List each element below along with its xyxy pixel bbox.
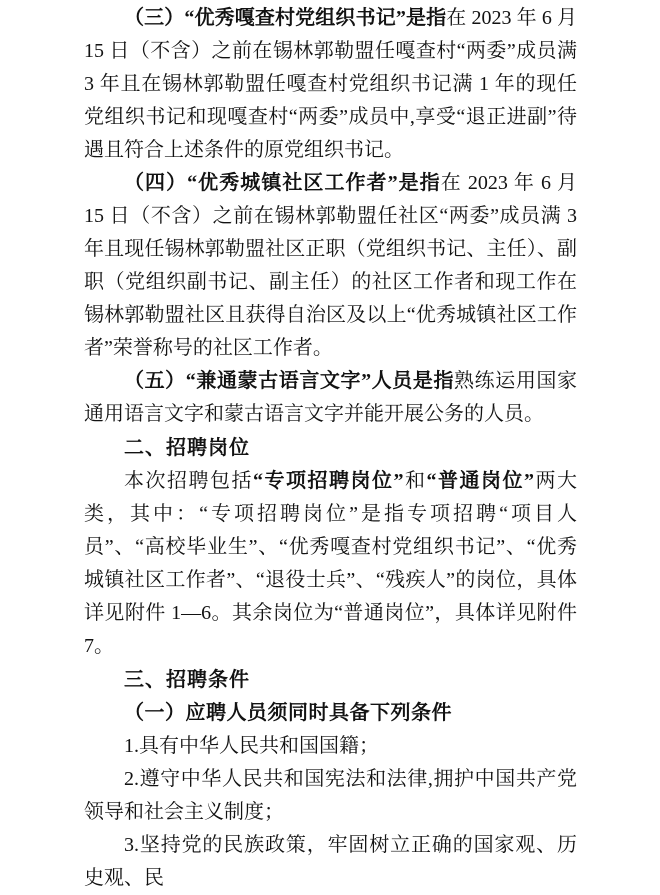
bold-text-segment: “专项招聘岗位” <box>253 470 404 492</box>
text-segment: 2.遵守中华人民共和国宪法和法律,拥护中国共产党领导和社会主义制度； <box>84 768 577 823</box>
bold-text-segment: （三）“优秀嘎查村党组织书记”是指 <box>124 7 447 29</box>
text-segment: 本次招聘包括 <box>124 470 253 492</box>
para-def-mongolian-bilingual <box>84 365 577 431</box>
text-segment: 1.具有中华人民共和国国籍； <box>124 735 379 757</box>
para-condition-1-nationality <box>84 730 577 763</box>
text-segment: 在 2023 年 6 月 15 日（不含）之前在锡林郭勒盟任社区“两委”成员满 3 年且现任锡林郭勒盟社区正职（党组织书记、主任）、副职（党组织副书记、副主任）的社区工作者和现工作在锡林郭勒盟社区且获得自治区及以上“优秀城镇社区工作者”荣誉称号的社区工作者。 <box>84 172 578 359</box>
para-condition-3-ethnic-policy <box>84 829 577 895</box>
bold-text-segment: “普通岗位” <box>426 470 534 492</box>
bold-text-segment: （一）应聘人员须同时具备下列条件 <box>124 702 452 724</box>
bold-text-segment: 二、招聘岗位 <box>124 435 250 459</box>
text-segment: 在 2023 年 6 月 15 日（不含）之前在锡林郭勒盟任嘎查村“两委”成员满 3 年且在锡林郭勒盟任嘎查村党组织书记满 1 年的现任党组织书记和现嘎查村“两委”成员中,享受“退正进副”待遇且符合上述条件的原党组织书记。 <box>84 7 578 161</box>
text-segment: 和 <box>403 470 427 492</box>
subheading-applicant-requirements <box>84 697 577 730</box>
bold-text-segment: （四）“优秀城镇社区工作者”是指 <box>124 172 441 194</box>
text-segment: 熟练运用国家通用语言文字和蒙古语言文字并能开展公务的人员。 <box>84 370 578 425</box>
para-condition-2-constitution <box>84 763 577 829</box>
heading-section-3-conditions <box>84 663 577 697</box>
para-def-village-party-secretary <box>84 2 577 167</box>
heading-section-2-positions <box>84 431 577 465</box>
text-segment: 两大类，其中：“专项招聘岗位”是指专项招聘“项目人员”、“高校毕业生”、“优秀嘎查村党组织书记”、“优秀城镇社区工作者”、“退役士兵”、“残疾人”的岗位，具体详见附件 1—6。其余岗位为“普通岗位”，具体详见附件 7。 <box>84 470 577 657</box>
para-position-categories <box>84 465 577 663</box>
text-segment: 3.坚持党的民族政策，牢固树立正确的国家观、历史观、民 <box>84 834 577 889</box>
bold-text-segment: 三、招聘条件 <box>124 667 250 691</box>
bold-text-segment: （五）“兼通蒙古语言文字”人员是指 <box>124 370 455 392</box>
para-def-community-worker <box>84 167 577 365</box>
